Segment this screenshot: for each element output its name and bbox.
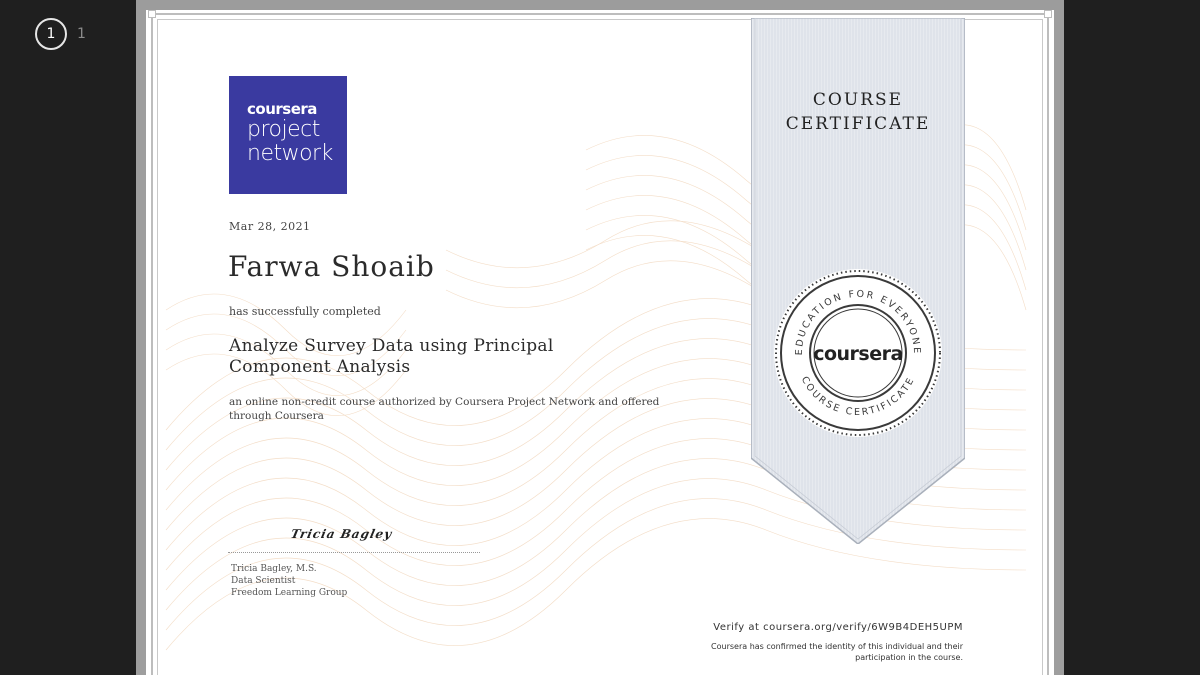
confirmation-line-2: participation in the course.: [855, 653, 963, 662]
certificate-date: Mar 28, 2021: [229, 220, 311, 233]
logo-brand: coursera: [247, 100, 317, 118]
seal-bottom-text: COURSE CERTIFICATE: [798, 374, 918, 418]
seal-top-text: EDUCATION FOR EVERYONE: [793, 288, 923, 356]
ribbon-title: [751, 88, 965, 136]
ribbon-title-line-2: CERTIFICATE: [785, 114, 931, 134]
signer-org: Freedom Learning Group: [231, 588, 348, 598]
signer-title: Data Scientist: [231, 576, 296, 586]
signer-block: [231, 563, 347, 599]
total-pages-label: 1: [77, 26, 86, 42]
signature: Tricia Bagley: [289, 527, 394, 541]
course-title: Analyze Survey Data using Principal Component Analysis: [229, 336, 554, 377]
logo-line-2: network: [247, 141, 333, 166]
coursera-project-network-logo: [229, 76, 347, 194]
coursera-seal: [772, 267, 944, 439]
current-page-button[interactable]: 1: [35, 18, 67, 50]
page-top-bar: [136, 0, 1064, 10]
page-frame: [136, 0, 1064, 675]
confirmation-line-1: Coursera has confirmed the identity of this individual and their: [711, 642, 963, 651]
border-corner-top-right: [1044, 10, 1052, 18]
logo-line-1: project: [247, 117, 320, 142]
signer-name: Tricia Bagley, M.S.: [231, 564, 317, 574]
verification-link[interactable]: Verify at coursera.org/verify/6W9B4DEH5UPM: [713, 622, 963, 633]
border-corner-top-left: [148, 10, 156, 18]
ribbon-title-line-1: COURSE: [812, 90, 904, 110]
completed-text: has successfully completed: [229, 305, 381, 318]
course-description: an online non-credit course authorized by Coursera Project Network and offered through Coursera: [229, 396, 660, 422]
signature-line: [228, 552, 480, 553]
seal-center-text: coursera: [813, 343, 903, 365]
certificate-page: [146, 10, 1054, 675]
recipient-name: Farwa Shoaib: [228, 250, 435, 283]
identity-confirmation: [673, 641, 963, 663]
page-indicator: [35, 18, 86, 50]
